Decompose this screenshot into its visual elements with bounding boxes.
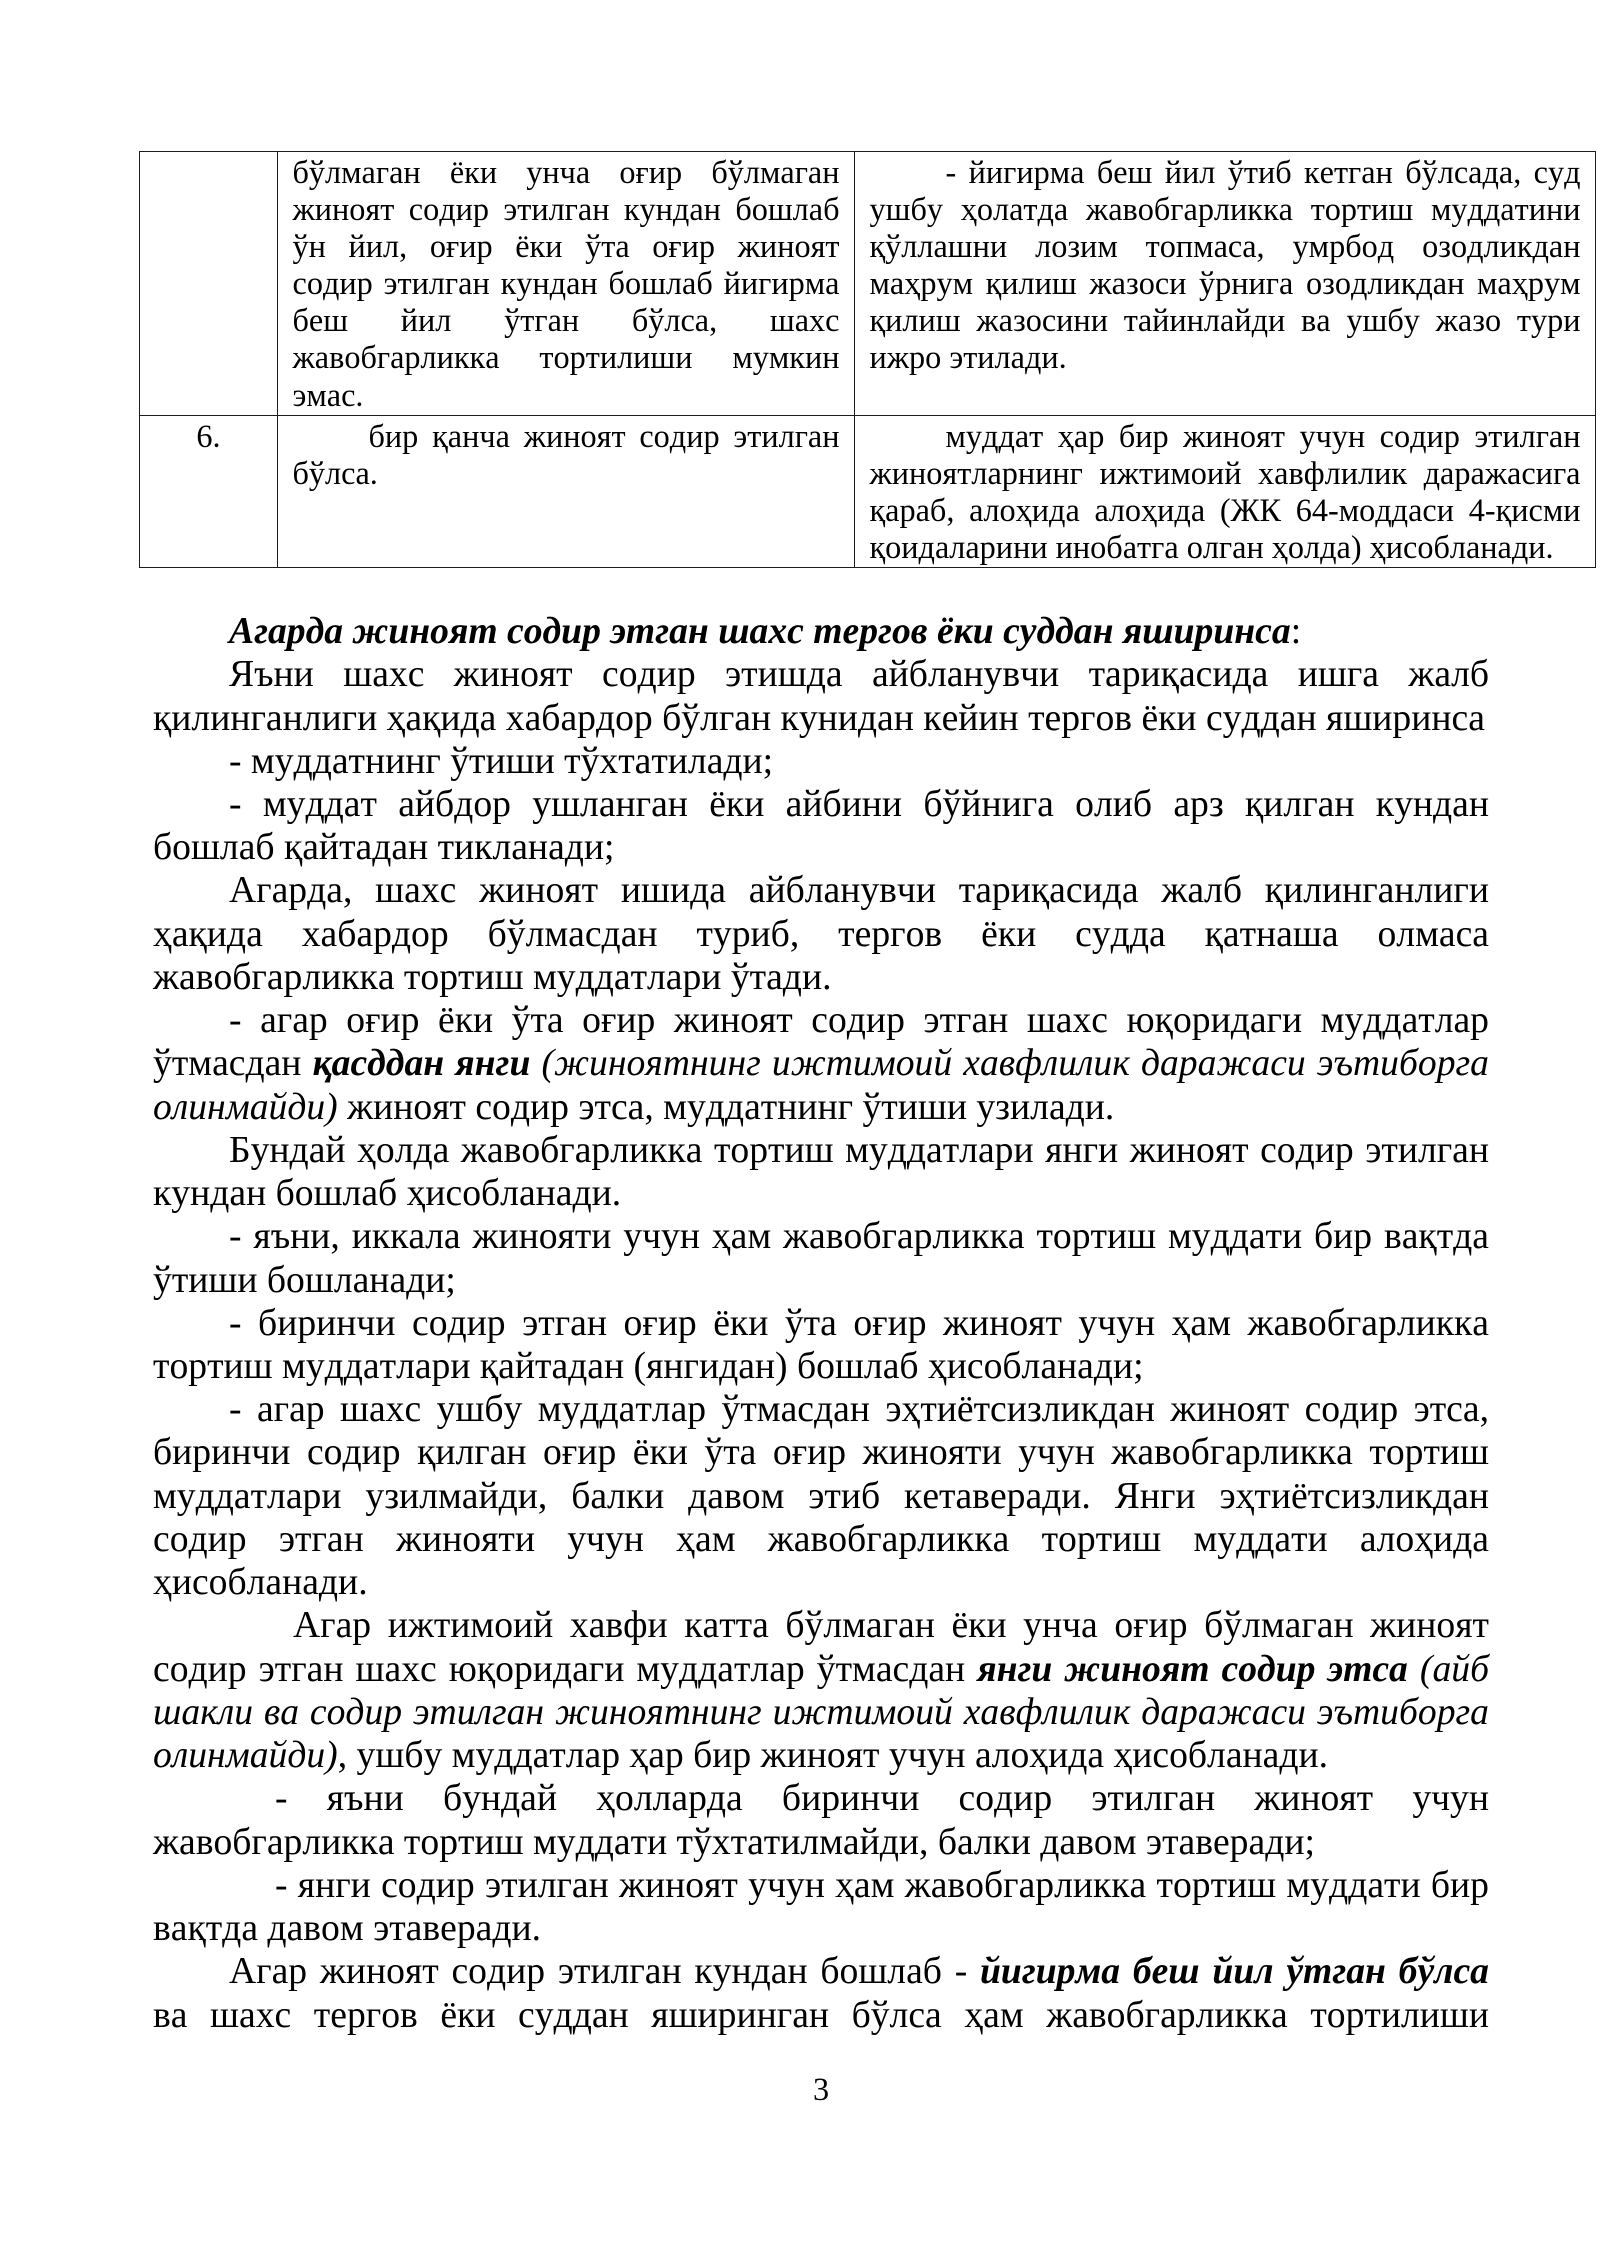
text-run: - биринчи содир этган оғир ёки ўта оғир жиноят учун ҳам жавобгарликка тортиш муддатлари қайтадан (янгидан) бошлаб ҳисобланади;: [153, 1301, 1489, 1388]
bullet-item: [153, 999, 1489, 1129]
text-run: жиноят содир этса, муддатнинг ўтиши узилади.: [337, 1085, 1115, 1128]
text-run: Агар ижтимоий хавфи катта бўлмаган ёки унча оғир бўлмаган жиноят содир этган шахс юқоридаги муддатлар ўтмасдан: [153, 1604, 1489, 1690]
bullet-item: [153, 1302, 1489, 1388]
paragraph-continued: [153, 1950, 1489, 2036]
text-run: :: [1290, 610, 1302, 653]
table-row: [140, 415, 1596, 567]
bullet-item: [153, 783, 1489, 869]
bullet-item: [153, 1864, 1489, 1950]
text-run: - яъни бундай ҳолларда биринчи содир этилган жиноят учун жавобгарликка тортиш муддати тўхтатилмайди, балки давом этаверади;: [153, 1777, 1489, 1863]
text-run: Яъни шахс жиноят содир этишда айбланувчи тариқасида ишга жалб қилинганлиги ҳақида хабардор бўлган кунидан кейин тергов ёки суддан яширинса: [153, 653, 1489, 739]
bullet-item: [153, 1777, 1489, 1863]
table-cell-number: [140, 152, 278, 416]
text-run: Агарда, шахс жиноят ишида айбланувчи тариқасида жалб қилинганлиги ҳақида хабардор бўлмасдан туриб, тергов ёки судда қатнаша олмаса жавобгарликка тортиш муддатлари ўтади.: [153, 869, 1489, 998]
table-cell-number: 6.: [140, 415, 278, 567]
paragraph: [153, 653, 1489, 739]
bullet-item: [153, 1215, 1489, 1301]
text-run: - яъни, иккала жинояти учун ҳам жавобгарликка тортиш муддати бир вақтда ўтиши бошланади;: [153, 1215, 1489, 1301]
text-run: - агар шахс ушбу муддатлар ўтмасдан эҳтиётсизликдан жиноят содир этса, биринчи содир қилган оғир ёки ўта оғир жинояти учун жавобгарликка тортиш муддатлари узилмайди, балки давом этиб кетаверади. Янги эҳтиётсизликдан содир этган жинояти учун ҳам жавобгарликка тортиш муддати алоҳида ҳисобланади.: [153, 1388, 1489, 1604]
emphasis-italic: (айб шакли ва содир этилган жиноятнинг ижтимоий хавфлилик даражаси эътиборга олинмайди): [153, 1647, 1489, 1777]
table-body: [140, 152, 1596, 568]
table-cell-consequence: муддат ҳар бир жиноят учун содир этилган жиноятларнинг ижтимоий хавфлилик даражасига қараб, алоҳида алоҳида (ЖК 64-моддаси 4-қисми қоидаларини инобатга олган ҳолда) ҳисобланади.: [855, 415, 1596, 567]
text-run: Агар жиноят содир этилган кундан бошлаб -: [229, 1950, 980, 1993]
limitation-periods-table: [139, 151, 1596, 568]
emphasis-bold-italic: Агарда жиноят содир этган шахс тергов ёки суддан яширинса: [229, 610, 1291, 653]
text-run: - янги содир этилган жиноят учун ҳам жавобгарликка тортиш муддати бир вақтда давом этаверади.: [153, 1863, 1489, 1950]
paragraph: [153, 869, 1489, 999]
emphasis-bold-italic: йигирма беш йил ўтган бўлса: [980, 1950, 1489, 1993]
emphasis-bold-italic: қасддан янги: [312, 1042, 531, 1085]
paragraph: [153, 1129, 1489, 1215]
table-cell-condition: бир қанча жиноят содир этилган бўлса.: [278, 415, 855, 567]
paragraph: [153, 1604, 1489, 1777]
text-run: , ушбу муддатлар ҳар бир жиноят учун алоҳида ҳисобланади.: [337, 1734, 1329, 1777]
body-text: [153, 610, 1489, 2037]
page-number: 3: [812, 2070, 830, 2107]
text-run: - муддатнинг ўтиши тўхтатилади;: [229, 739, 774, 782]
table-row: [140, 152, 1596, 416]
table-cell-consequence: - йигирма беш йил ўтиб кетган бўлсада, суд ушбу ҳолатда жавобгарликка тортиш муддатини қўллашни лозим топмаса, умрбод озодликдан маҳрум қилиш жазоси ўрнига озодликдан маҳрум қилиш жазосини тайинлайди ва ушбу жазо тури ижро этилади.: [855, 152, 1596, 416]
emphasis-italic: (жиноятнинг ижтимоий хавфлилик даражаси эътиборга олинмайди): [153, 1042, 1489, 1128]
emphasis-bold-italic: янги жиноят содир этса: [977, 1647, 1408, 1690]
text-run: - агар оғир ёки ўта оғир жиноят содир этган шахс юқоридаги муддатлар ўтмасдан: [153, 999, 1489, 1085]
table-cell-condition: бўлмаган ёки унча оғир бўлмаган жиноят содир этилган кундан бошлаб ўн йил, оғир ёки ўта оғир жиноят содир этилган кундан бошлаб йигирма беш йил ўтган бўлса, шахс жавобгарликка тортилиши мумкин эмас.: [278, 152, 855, 416]
text-run: ва шахс тергов ёки суддан яширинган бўлса ҳам жавобгарликка тортилиши: [153, 1993, 1489, 2036]
bullet-item: [153, 740, 1489, 783]
bullet-item: [153, 1388, 1489, 1604]
text-run: Бундай ҳолда жавобгарликка тортиш муддатлари янги жиноят содир этилган кундан бошлаб ҳисобланади.: [153, 1128, 1489, 1215]
text-run: - муддат айбдор ушланган ёки айбини бўйнига олиб арз қилган кундан бошлаб қайтадан тикланади;: [153, 782, 1489, 869]
section-heading: [153, 610, 1489, 653]
